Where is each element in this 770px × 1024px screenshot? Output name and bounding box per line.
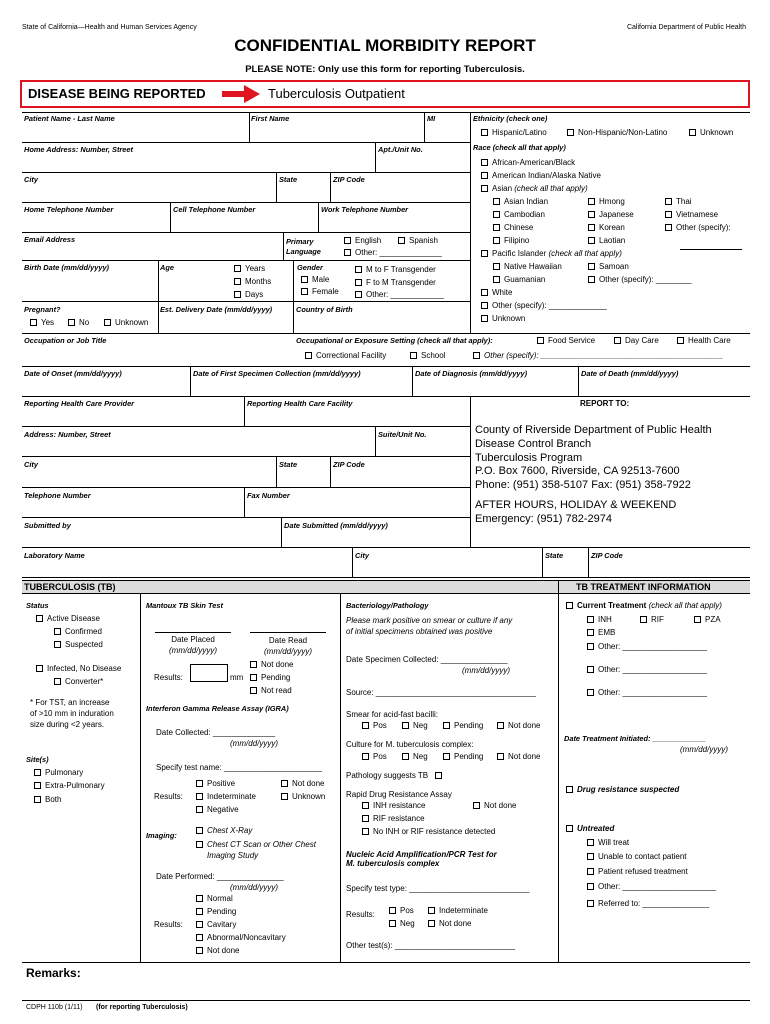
- resistance-not-done-checkbox[interactable]: Not done: [473, 801, 516, 810]
- report-to-label: REPORT TO:: [580, 399, 630, 408]
- spanish-checkbox[interactable]: Spanish: [398, 236, 438, 245]
- culture-pos-checkbox[interactable]: Pos: [362, 752, 387, 761]
- untreated-other-checkbox[interactable]: Other: _____________________: [587, 882, 716, 891]
- date-treatment-format: (mm/dd/yyyy): [680, 745, 728, 754]
- tst-not-read-checkbox[interactable]: Not read: [250, 686, 292, 695]
- extra-pulmonary-checkbox[interactable]: Extra-Pulmonary: [34, 781, 105, 790]
- lab-name-label: Laboratory Name: [24, 551, 85, 560]
- chinese-checkbox[interactable]: Chinese: [493, 223, 533, 232]
- bacteriology-title: Bacteriology/Pathology: [346, 601, 429, 610]
- suite-label: Suite/Unit No.: [378, 430, 427, 439]
- asian-checkbox[interactable]: Asian (check all that apply): [481, 184, 588, 193]
- igra-date-format: (mm/dd/yyyy): [230, 739, 278, 748]
- race-unknown-checkbox[interactable]: Unknown: [481, 314, 525, 323]
- male-checkbox[interactable]: Male: [301, 275, 329, 284]
- pacific-other-checkbox[interactable]: Other (specify): ________: [588, 275, 692, 284]
- igra-positive-checkbox[interactable]: Positive: [196, 779, 235, 788]
- chest-ct-checkbox[interactable]: Chest CT Scan or Other Chest: [196, 840, 316, 849]
- smear-neg-checkbox[interactable]: Neg: [402, 721, 428, 730]
- igra-title: Interferon Gamma Release Assay (IGRA): [146, 704, 289, 713]
- inh-checkbox[interactable]: INH: [587, 615, 612, 624]
- mi-label: MI: [427, 114, 436, 123]
- non-hispanic-checkbox[interactable]: Non-Hispanic/Non-Latino: [567, 128, 667, 137]
- home-phone-label: Home Telephone Number: [24, 205, 114, 214]
- tb-section-title: TUBERCULOSIS (TB): [24, 582, 116, 592]
- sites-label: Site(s): [26, 755, 49, 764]
- gender-label: Gender: [297, 263, 323, 272]
- apt-label: Apt./Unit No.: [378, 145, 423, 154]
- asian-other-checkbox[interactable]: Other (specify):: [665, 223, 731, 232]
- arrow-right-icon: [222, 85, 260, 103]
- white-checkbox[interactable]: White: [481, 288, 512, 297]
- african-american-checkbox[interactable]: African-American/Black: [481, 158, 575, 167]
- naa-indeterminate-checkbox[interactable]: Indeterminate: [428, 906, 488, 915]
- death-date-label: Date of Death (mm/dd/yyyy): [581, 369, 679, 378]
- provider-city-label: City: [24, 460, 38, 469]
- pulmonary-checkbox[interactable]: Pulmonary: [34, 768, 83, 777]
- days-checkbox[interactable]: Days: [234, 290, 263, 299]
- m-to-f-checkbox[interactable]: M to F Transgender: [355, 265, 436, 274]
- female-checkbox[interactable]: Female: [301, 287, 339, 296]
- correctional-checkbox[interactable]: Correctional Facility: [305, 351, 386, 360]
- smear-not-done-checkbox[interactable]: Not done: [497, 721, 540, 730]
- samoan-checkbox[interactable]: Samoan: [588, 262, 629, 271]
- birth-date-label: Birth Date (mm/dd/yyyy): [24, 263, 110, 272]
- date-read-label: Date Read: [268, 636, 308, 645]
- culture-not-done-checkbox[interactable]: Not done: [497, 752, 540, 761]
- lab-city-label: City: [355, 551, 369, 560]
- primary-language-label: Primary: [286, 237, 314, 246]
- treatment-other-2-checkbox[interactable]: Other: ___________________: [587, 665, 707, 674]
- tst-not-done-checkbox[interactable]: Not done: [250, 660, 293, 669]
- imaging-results-label: Results:: [154, 920, 183, 929]
- patient-refused-checkbox[interactable]: Patient refused treatment: [587, 867, 688, 876]
- igra-negative-checkbox[interactable]: Negative: [196, 805, 239, 814]
- unable-contact-checkbox[interactable]: Unable to contact patient: [587, 852, 687, 861]
- naa-neg-checkbox[interactable]: Neg: [389, 919, 415, 928]
- specimen-date-collected: Date Specimen Collected: _______________: [346, 655, 508, 664]
- tst-mm-input[interactable]: [190, 664, 228, 682]
- setting-other-checkbox[interactable]: Other (specify): _________________________________________: [473, 351, 723, 360]
- onset-date-label: Date of Onset (mm/dd/yyyy): [24, 369, 122, 378]
- status-label: Status: [26, 601, 49, 610]
- current-treatment-checkbox[interactable]: Current Treatment (check all that apply): [566, 601, 722, 610]
- drug-resistance-checkbox[interactable]: Drug resistance suspected: [566, 785, 679, 794]
- infected-checkbox[interactable]: Infected, No Disease: [36, 664, 121, 673]
- rif-checkbox[interactable]: RIF: [640, 615, 664, 624]
- pregnant-yes-checkbox[interactable]: Yes: [30, 318, 54, 327]
- imaging-normal-checkbox[interactable]: Normal: [196, 894, 233, 903]
- ethnicity-title: Ethnicity (check one): [473, 114, 548, 123]
- hispanic-checkbox[interactable]: Hispanic/Latino: [481, 128, 547, 137]
- provider-address-label: Address: Number, Street: [24, 430, 111, 439]
- tst-pending-checkbox[interactable]: Pending: [250, 673, 290, 682]
- country-of-birth-label: Country of Birth: [296, 305, 353, 314]
- english-checkbox[interactable]: English: [344, 236, 381, 245]
- hmong-checkbox[interactable]: Hmong: [588, 197, 625, 206]
- first-specimen-label: Date of First Specimen Collection (mm/dd/yyyy): [193, 369, 361, 378]
- provider-state-label: State: [279, 460, 298, 469]
- date-treatment-initiated: Date Treatment Initiated: _____________: [564, 734, 707, 743]
- treatment-other-1-checkbox[interactable]: Other: ___________________: [587, 642, 707, 651]
- culture-neg-checkbox[interactable]: Neg: [402, 752, 428, 761]
- months-checkbox[interactable]: Months: [234, 277, 271, 286]
- form-footer-note: (for reporting Tuberculosis): [96, 1004, 188, 1011]
- state-label: State: [279, 175, 298, 184]
- tst-results-label: Results:: [154, 673, 183, 682]
- remarks-label: Remarks:: [26, 966, 81, 980]
- health-care-checkbox[interactable]: Health Care: [677, 336, 731, 345]
- cambodian-checkbox[interactable]: Cambodian: [493, 210, 545, 219]
- city-label: City: [24, 175, 38, 184]
- diagnosis-date-label: Date of Diagnosis (mm/dd/yyyy): [415, 369, 528, 378]
- agency-name: State of California—Health and Human Services Agency: [22, 24, 197, 31]
- smear-pos-checkbox[interactable]: Pos: [362, 721, 387, 730]
- korean-checkbox[interactable]: Korean: [588, 223, 625, 232]
- pregnant-unknown-checkbox[interactable]: Unknown: [104, 318, 148, 327]
- specimen-source: Source: ____________________________________: [346, 688, 536, 697]
- no-resistance-checkbox[interactable]: No INH or RIF resistance detected: [362, 827, 495, 836]
- imaging-abnormal-checkbox[interactable]: Abnormal/Noncavitary: [196, 933, 286, 942]
- imaging-date-performed: Date Performed: _______________: [156, 872, 284, 881]
- specimen-date-format: (mm/dd/yyyy): [462, 666, 510, 675]
- remarks-input[interactable]: [26, 992, 746, 998]
- bacteriology-note: Please mark positive on smear or culture if any of initial specimens obtained was positive: [346, 616, 513, 636]
- other-tests: Other test(s): ___________________________: [346, 941, 516, 950]
- converter-checkbox[interactable]: Converter*: [54, 677, 103, 686]
- exposure-setting-label: Occupational or Exposure Setting (check all that apply):: [296, 336, 493, 345]
- confirmed-checkbox[interactable]: Confirmed: [54, 627, 102, 636]
- igra-unknown-checkbox[interactable]: Unknown: [281, 792, 325, 801]
- pza-checkbox[interactable]: PZA: [694, 615, 721, 624]
- school-checkbox[interactable]: School: [410, 351, 445, 360]
- years-checkbox[interactable]: Years: [234, 264, 265, 273]
- facility-label: Reporting Health Care Facility: [247, 399, 353, 408]
- igra-not-done-checkbox[interactable]: Not done: [281, 779, 324, 788]
- pacific-islander-checkbox[interactable]: Pacific Islander (check all that apply): [481, 249, 622, 258]
- date-submitted-label: Date Submitted (mm/dd/yyyy): [284, 521, 388, 530]
- age-label: Age: [160, 263, 174, 272]
- provider-telephone-label: Telephone Number: [24, 491, 91, 500]
- mm-label: mm: [230, 673, 244, 682]
- disease-label: DISEASE BEING REPORTED: [28, 86, 206, 101]
- naa-results-label: Results:: [346, 910, 375, 919]
- date-placed-label: Date Placed: [171, 635, 215, 644]
- department-name: California Department of Public Health: [626, 24, 746, 31]
- occupation-label: Occupation or Job Title: [24, 336, 107, 345]
- disease-value: Tuberculosis Outpatient: [268, 86, 405, 101]
- imaging-pending-checkbox[interactable]: Pending: [196, 907, 236, 916]
- imaging-date-format: (mm/dd/yyyy): [230, 883, 278, 892]
- naa-not-done-checkbox[interactable]: Not done: [428, 919, 471, 928]
- smear-pending-checkbox[interactable]: Pending: [443, 721, 483, 730]
- zip-label: ZIP Code: [333, 175, 365, 184]
- gender-other-checkbox[interactable]: Other: ____________: [355, 290, 444, 299]
- pathology-checkbox[interactable]: Pathology suggests TB: [346, 771, 446, 780]
- submitted-by-label: Submitted by: [24, 521, 71, 530]
- smear-label: Smear for acid-fast bacilli:: [346, 710, 439, 719]
- filipino-checkbox[interactable]: Filipino: [493, 236, 529, 245]
- naa-test-type: Specify test type: ___________________________: [346, 884, 530, 893]
- date-read-format: (mm/dd/yyyy): [264, 647, 312, 656]
- tst-note: * For TST, an increase of >10 mm in induration size during <2 years.: [30, 698, 114, 729]
- report-to-address: County of Riverside Department of Public Health Disease Control Branch Tuberculosis Program P.O. Box 7600, Riverside, CA 92513-7600 Phone: (951) 358-5107 Fax: (951) 358-7922 AFTER HOURS, HOLIDAY & WEEKEND Emergency: (951) 782-2974: [475, 424, 712, 525]
- culture-label: Culture for M. tuberculosis complex:: [346, 740, 474, 749]
- chest-xray-checkbox[interactable]: Chest X-Ray: [196, 826, 252, 835]
- laotian-checkbox[interactable]: Laotian: [588, 236, 625, 245]
- untreated-checkbox[interactable]: Untreated: [566, 824, 614, 833]
- home-address-label: Home Address: Number, Street: [24, 145, 133, 154]
- pregnant-label: Pregnant?: [24, 305, 61, 314]
- race-title: Race (check all that apply): [473, 143, 566, 152]
- referred-to-checkbox[interactable]: Referred to: _______________: [587, 899, 709, 908]
- first-name-label: First Name: [251, 114, 290, 123]
- inh-resistance-checkbox[interactable]: INH resistance: [362, 801, 425, 810]
- naa-title: Nucleic Acid Amplification/PCR Test for M. tuberculosis complex: [346, 850, 497, 868]
- mantoux-title: Mantoux TB Skin Test: [146, 601, 223, 610]
- igra-date-collected: Date Collected: ______________: [156, 728, 276, 737]
- date-placed-format: (mm/dd/yyyy): [169, 646, 217, 655]
- native-hawaiian-checkbox[interactable]: Native Hawaiian: [493, 262, 562, 271]
- last-name-label: Patient Name - Last Name: [24, 114, 115, 123]
- provider-zip-label: ZIP Code: [333, 460, 365, 469]
- lab-state-label: State: [545, 551, 564, 560]
- igra-specify-test: Specify test name: ______________________: [156, 763, 322, 772]
- imaging-label: Imaging:: [146, 831, 177, 840]
- form-note: PLEASE NOTE: Only use this form for reporting Tuberculosis.: [245, 64, 525, 75]
- f-to-m-checkbox[interactable]: F to M Transgender: [355, 278, 436, 287]
- day-care-checkbox[interactable]: Day Care: [614, 336, 659, 345]
- naa-pos-checkbox[interactable]: Pos: [389, 906, 414, 915]
- both-checkbox[interactable]: Both: [34, 795, 61, 804]
- email-label: Email Address: [24, 235, 76, 244]
- chest-ct-label-2: Imaging Study: [207, 851, 259, 860]
- emb-checkbox[interactable]: EMB: [587, 628, 615, 637]
- imaging-cavitary-checkbox[interactable]: Cavitary: [196, 920, 236, 929]
- lab-zip-label: ZIP Code: [591, 551, 623, 560]
- culture-pending-checkbox[interactable]: Pending: [443, 752, 483, 761]
- resistance-label: Rapid Drug Resistance Assay: [346, 790, 452, 799]
- language-label: Language: [286, 247, 321, 256]
- treatment-section-title: TB TREATMENT INFORMATION: [576, 582, 711, 592]
- form-title: CONFIDENTIAL MORBIDITY REPORT: [234, 36, 536, 55]
- suspected-checkbox[interactable]: Suspected: [54, 640, 103, 649]
- igra-indeterminate-checkbox[interactable]: Indeterminate: [196, 792, 256, 801]
- other-language-checkbox[interactable]: Other: ______________: [344, 248, 442, 257]
- treatment-other-3-checkbox[interactable]: Other: ___________________: [587, 688, 707, 697]
- american-indian-checkbox[interactable]: American Indian/Alaska Native: [481, 171, 601, 180]
- delivery-date-label: Est. Delivery Date (mm/dd/yyyy): [160, 305, 273, 314]
- provider-fax-label: Fax Number: [247, 491, 290, 500]
- provider-label: Reporting Health Care Provider: [24, 399, 135, 408]
- ethnicity-unknown-checkbox[interactable]: Unknown: [689, 128, 733, 137]
- active-disease-checkbox[interactable]: Active Disease: [36, 614, 100, 623]
- igra-results-label: Results:: [154, 792, 183, 801]
- asian-indian-checkbox[interactable]: Asian Indian: [493, 197, 548, 206]
- cell-phone-label: Cell Telephone Number: [173, 205, 256, 214]
- guamanian-checkbox[interactable]: Guamanian: [493, 275, 545, 284]
- imaging-not-done-checkbox[interactable]: Not done: [196, 946, 239, 955]
- thai-checkbox[interactable]: Thai: [665, 197, 692, 206]
- race-other-checkbox[interactable]: Other (specify): _____________: [481, 301, 607, 310]
- food-service-checkbox[interactable]: Food Service: [537, 336, 595, 345]
- rif-resistance-checkbox[interactable]: RIF resistance: [362, 814, 425, 823]
- pregnant-no-checkbox[interactable]: No: [68, 318, 89, 327]
- work-phone-label: Work Telephone Number: [321, 205, 409, 214]
- vietnamese-checkbox[interactable]: Vietnamese: [665, 210, 718, 219]
- form-number: CDPH 110b (1/11): [26, 1004, 83, 1011]
- japanese-checkbox[interactable]: Japanese: [588, 210, 634, 219]
- will-treat-checkbox[interactable]: Will treat: [587, 838, 629, 847]
